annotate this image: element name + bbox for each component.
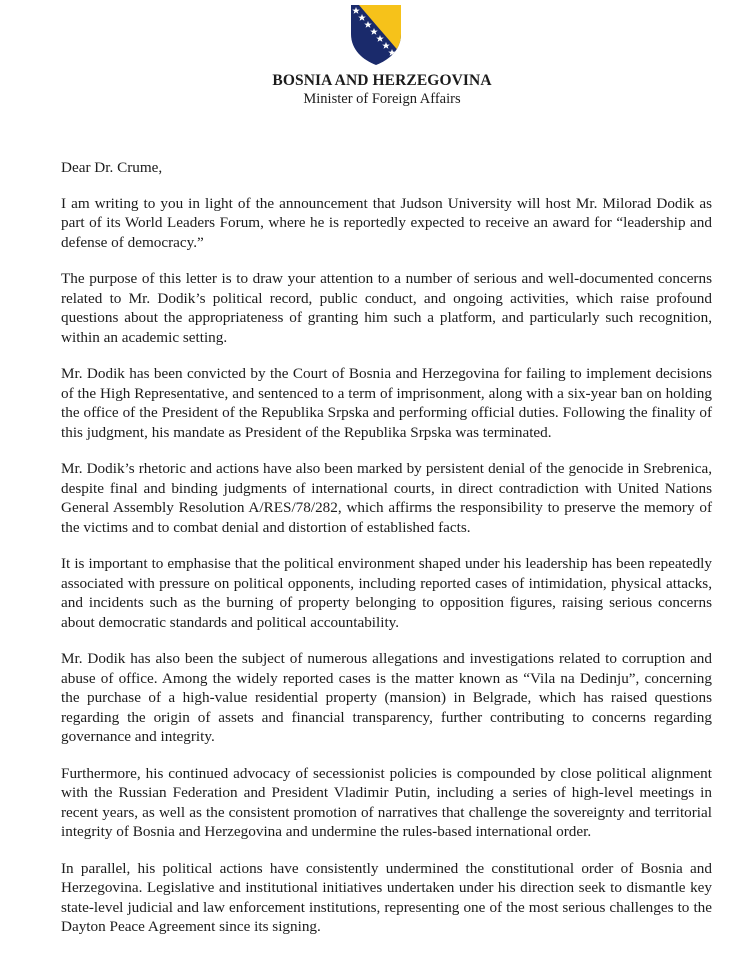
paragraph-conviction: Mr. Dodik has been convicted by the Court of Bosnia and Herzegovina for failing to implement decisions of the High Representative, and sentenced to a term of imprisonment, along with a six-year ban on holding the office of the President of the Republika Srpska and performing official duties. Following the finality of this judgment, his mandate as President of the Republika Srpska was terminated. [61,365,712,441]
coat-of-arms-icon [350,4,402,66]
salutation: Dear Dr. Crume, [61,159,163,176]
paragraph-corruption: Mr. Dodik has also been the subject of numerous allegations and investigations related to corruption and abuse of office. Among the widely reported cases is the matter known as “Vila na Dedinju”, concerning the purchase of a high-value residential property (mansion) in Belgrade, which has raised questions regarding the origin of assets and financial transparency, further contributing to concerns regarding governance and integrity. [61,650,712,745]
paragraph-purpose: The purpose of this letter is to draw your attention to a number of serious and well-documented concerns related to Mr. Dodik’s political record, public conduct, and ongoing activities, which raise profound questions about the appropriateness of granting him such a platform, and particularly such recognition, within an academic setting. [61,270,712,346]
paragraph-intro: I am writing to you in light of the announcement that Judson University will host Mr. Milorad Dodik as part of its World Leaders Forum, where he is reportedly expected to receive an award for “leadership and defense of democracy.” [61,194,712,251]
country-name: BOSNIA AND HERZEGOVINA [272,72,492,89]
paragraph-political-pressure: It is important to emphasise that the political environment shaped under his leadership has been repeatedly associated with pressure on political opponents, including reported cases of intimidation, physical attacks, and incidents such as the burning of property belonging to opposition figures, raising serious concerns about democratic standards and political accountability. [61,555,712,631]
letter-body [61,158,712,954]
paragraph-genocide-denial: Mr. Dodik’s rhetoric and actions have also been marked by persistent denial of the genocide in Srebrenica, despite final and binding judgments of international courts, in direct contradiction with United Nations General Assembly Resolution A/RES/78/282, which affirms the responsibility to preserve the memory of the victims and to combat denial and distortion of established facts. [61,460,712,536]
ministry-name: Minister of Foreign Affairs [303,91,461,107]
paragraph-constitutional-order: In parallel, his political actions have consistently undermined the constitutional order of Bosnia and Herzegovina. Legislative and institutional initiatives undertaken under his direction seek to dismantle key state-level judicial and law enforcement institutions, representing one of the most serious challenges to the Dayton Peace Agreement since its signing. [61,859,712,935]
paragraph-secessionism: Furthermore, his continued advocacy of secessionist policies is compounded by close political alignment with the Russian Federation and President Vladimir Putin, including a series of high-level meetings in recent years, as well as the consistent promotion of narratives that challenge the sovereignty and territorial integrity of Bosnia and Herzegovina and undermine the rules-based international order. [61,764,712,840]
